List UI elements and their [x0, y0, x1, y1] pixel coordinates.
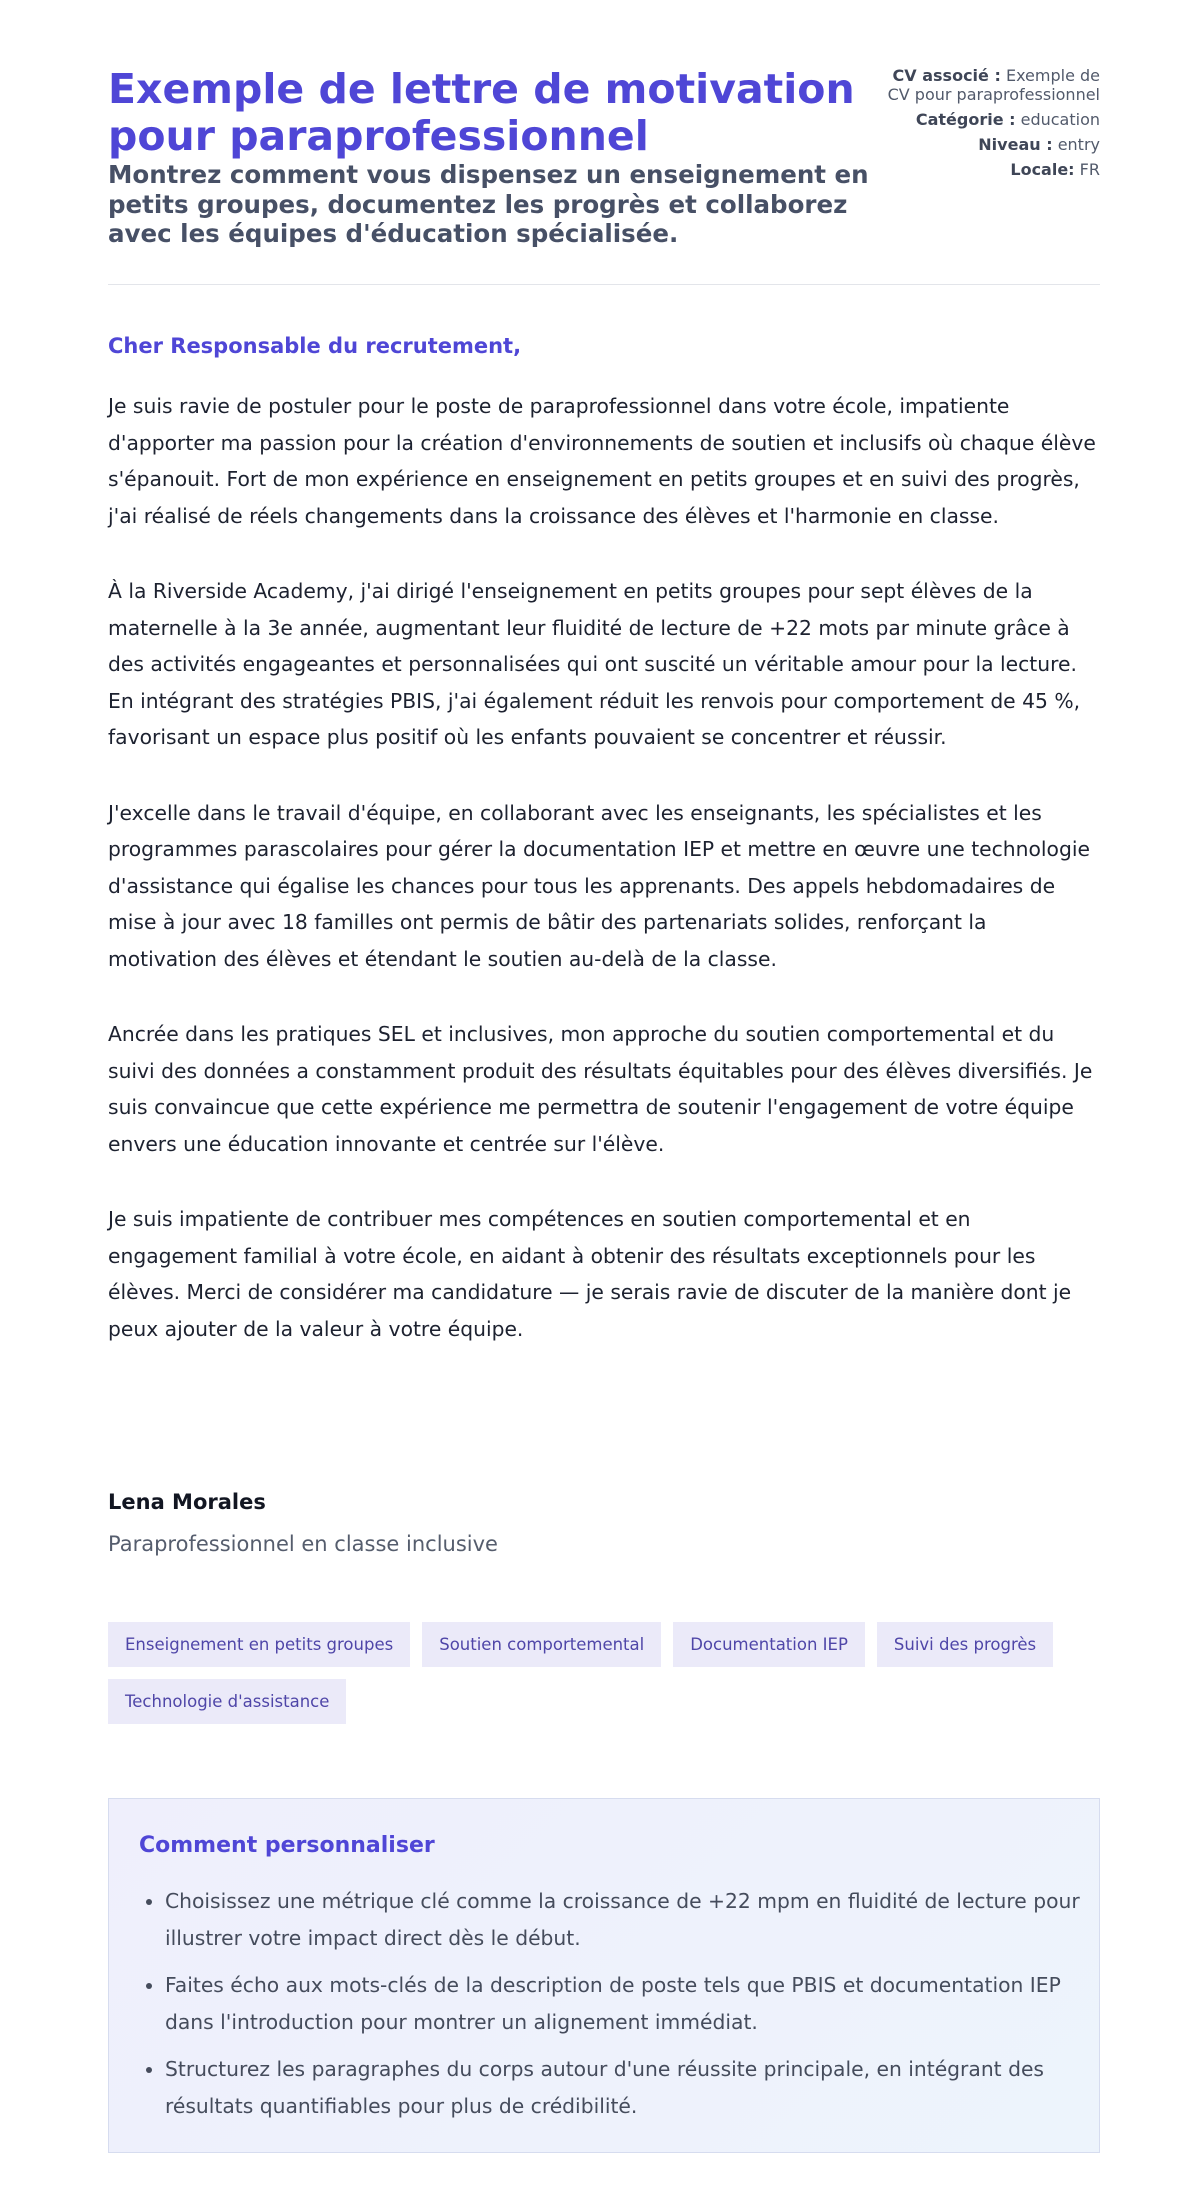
meta-locale-label: Locale: [1010, 160, 1075, 179]
letter-paragraph: J'excelle dans le travail d'équipe, en collaborant avec les enseignants, les spécialistes et les programmes parascolaires pour gérer la documentation IEP et mettre en œuvre une technologie d'assistance qui égalise les chances pour tous les apprenants. Des appels hebdomadaires de mise à jour avec 18 familles ont permis de bâtir des partenariats solides, renforçant la motivation des élèves et étendant le soutien au-delà de la classe. [108, 800, 1090, 971]
signature-role: Paraprofessionnel en classe inclusive [108, 1532, 498, 1556]
meta-level-label: Niveau : [978, 135, 1053, 154]
meta-level [880, 135, 1100, 154]
page-subtitle: Montrez comment vous dispensez un enseignement en petits groupes, documentez les progrès et collaborez avec les équipes d'éducation spécialisée. [108, 160, 869, 248]
letter-paragraph: À la Riverside Academy, j'ai dirigé l'enseignement en petits groupes pour sept élèves de la maternelle à la 3e année, augmentant leur fluidité de lecture de +22 mots par minute grâce à des activités engageantes et personnalisées qui ont suscité un véritable amour pour la lecture. En intégrant des stratégies PBIS, j'ai également réduit les renvois pour comportement de 45 %, favorisant un espace plus positif où les enfants pouvaient se concentrer et réussir. [108, 579, 1081, 749]
tip-item: • Structurez les paragraphes du corps autour d'une réussite principale, en intégrant des résultats quantifiables pour plus de crédibilité. [165, 2051, 1100, 2124]
tip-item: • Choisissez une métrique clé comme la croissance de +22 mpm en fluidité de lecture pour illustrer votre impact direct dès le début. [165, 1883, 1100, 1956]
tips-title: Comment personnaliser [139, 1833, 435, 1858]
skill-tag: Documentation IEP [673, 1622, 865, 1667]
meta-category [880, 110, 1100, 129]
meta-category-label: Catégorie : [915, 110, 1016, 129]
letter-paragraph: Ancrée dans les pratiques SEL et inclusives, mon approche du soutien comportemental et du suivi des données a constamment produit des résultats équitables pour des élèves diversifiés. Je suis convaincue que cette expérience me permettra de soutenir l'engagement de votre équipe envers une éducation innovante et centrée sur l'élève. [108, 1022, 1093, 1156]
letter-body [108, 388, 1100, 1386]
customization-tips-box [108, 1798, 1100, 2153]
skill-tags [108, 1622, 1108, 1724]
letter-paragraph: Je suis impatiente de contribuer mes compétences en soutien comportemental et en engagement familial à votre école, en aidant à obtenir des résultats exceptionnels pour les élèves. Merci de considérer ma candidature — je serais ravie de discuter de la manière dont je peux ajouter de la valeur à votre équipe. [108, 1207, 1072, 1341]
meta-panel [880, 66, 1100, 185]
meta-cv [880, 66, 1100, 104]
meta-cv-label: CV associé : [892, 66, 1001, 85]
page-header [108, 66, 1100, 285]
skill-tag: Suivi des progrès [877, 1622, 1053, 1667]
page-title: Exemple de lettre de motivation pour paraprofessionnel [108, 65, 855, 160]
meta-locale [880, 160, 1100, 179]
meta-locale-value: FR [1079, 160, 1100, 179]
meta-cv-value[interactable]: Exemple de CV pour paraprofessionnel [887, 66, 1100, 104]
skill-tag: Soutien comportemental [422, 1622, 661, 1667]
signature-name: Lena Morales [108, 1490, 266, 1514]
tips-list [139, 1883, 1100, 2135]
skill-tag: Technologie d'assistance [108, 1679, 346, 1724]
meta-level-value: entry [1057, 135, 1100, 154]
letter-paragraph: Je suis ravie de postuler pour le poste de paraprofessionnel dans votre école, impatiente d'apporter ma passion pour la création d'environnements de soutien et inclusifs où chaque élève s'épanouit. Fort de mon expérience en enseignement en petits groupes et en suivi des progrès, j'ai réalisé de réels changements dans la croissance des élèves et l'harmonie en classe. [108, 394, 1096, 528]
letter-greeting: Cher Responsable du recrutement, [108, 334, 522, 358]
meta-category-value: education [1020, 110, 1100, 129]
skill-tag: Enseignement en petits groupes [108, 1622, 410, 1667]
tip-item: • Faites écho aux mots-clés de la description de poste tels que PBIS et documentation IEP dans l'introduction pour montrer un alignement immédiat. [165, 1967, 1100, 2040]
